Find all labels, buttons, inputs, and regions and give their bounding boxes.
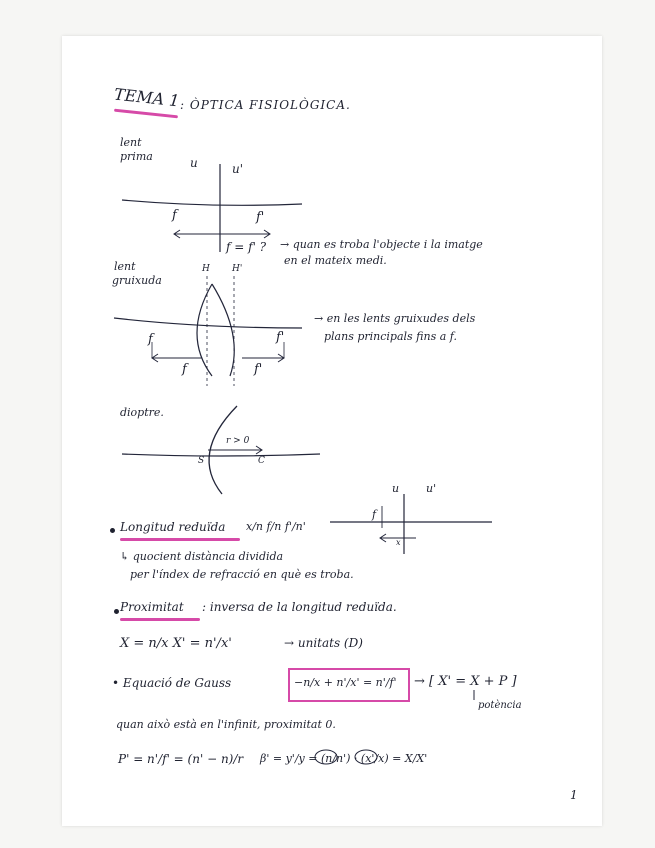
bullet-reduced-length [110,528,115,533]
thin-lens-f: f [172,208,177,223]
thick-lens-f-right: f' [276,330,285,345]
bullet-proximity [114,609,119,614]
proximity-rest: : inversa de la longitud reduïda. [202,600,397,614]
gauss-infinity-note: quan això està en l'infinit, proximitat 0. [116,718,336,731]
notebook-page [62,36,602,826]
side-axis-f: f [372,508,377,521]
thin-lens-note-1: → quan es troba l'objecte i la imatge [280,238,483,251]
reduced-length-sub-1: ↳ quocient distància dividida [120,550,284,563]
side-axis-u: u [392,482,400,495]
dioptre-label: dioptre. [120,406,164,419]
thin-lens-u-prime: u' [232,162,244,176]
formula-beta: β' = y'/y = (n/n') · (x'/x) = X/X' [260,752,428,765]
title-prefix: TEMA 1 [113,84,181,111]
thin-lens-arrow-label: f = f' ? [226,240,267,254]
thick-lens-note-1: → en les lents gruixudes dels [314,312,476,325]
reduced-length-underline [120,538,240,541]
gauss-formula: −n/x + n'/x' = n'/f' [294,676,397,689]
proximity-formula: X = n/x X' = n'/x' [120,636,232,651]
thick-lens-f-prime-bottom: f' [254,362,263,377]
title-text: : ÒPTICA FISIOLÒGICA. [180,98,351,112]
thick-lens-H-prime: H' [232,264,243,274]
side-axis-x: x [396,538,401,547]
proximity-underline [120,618,200,621]
thick-lens-label-2: gruixuda [112,274,162,287]
gauss-result: → [ X' = X + P ] [414,674,517,689]
dioptre-s-label: S [198,456,205,466]
gauss-power-note: potència [478,700,522,711]
gauss-label: • Equació de Gauss [112,676,232,690]
reduced-length-formula: x/n f/n f'/n' [246,520,306,533]
dioptre-r-label: r > 0 [226,436,250,446]
thick-lens-f-left: f [148,332,153,347]
thick-lens-f-bottom: f [182,362,187,377]
reduced-length-title: Longitud reduïda [120,520,226,534]
thin-lens-f-prime: f' [256,210,265,225]
dioptre-c-label: C [258,456,265,466]
thin-lens-note-2: en el mateix medi. [284,254,387,267]
proximity-units: → unitats (D) [284,636,363,650]
page-number: 1 [570,788,578,802]
thin-lens-label-2: prima [120,150,153,163]
thin-lens-label-1: lent [120,136,142,149]
side-axis-u-prime: u' [426,482,437,495]
thin-lens-u: u [190,156,198,170]
thick-lens-label-1: lent [114,260,136,273]
thick-lens-H: H [202,264,210,274]
proximity-title: Proximitat [120,600,184,614]
thick-lens-note-2: plans principals fins a f. [324,330,457,343]
formula-p-prime: P' = n'/f' = (n' − n)/r [118,752,244,766]
reduced-length-sub-2: per l'índex de refracció en què es troba. [130,568,354,581]
